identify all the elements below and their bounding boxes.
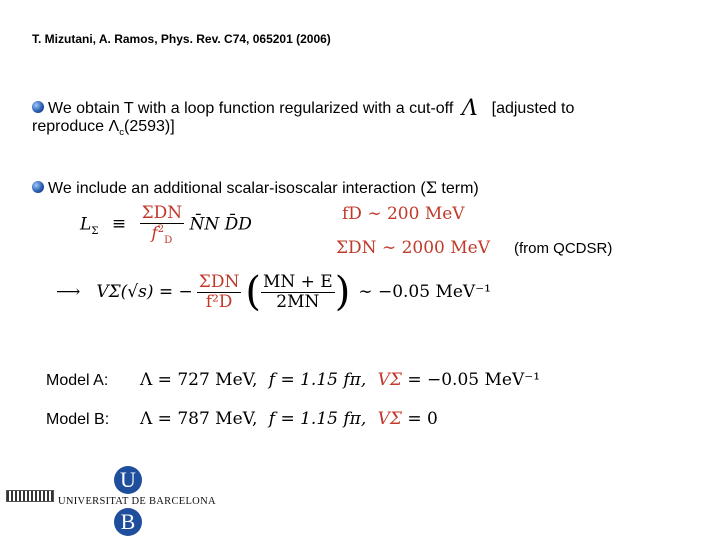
potential-denominator: f²D [205,291,233,312]
field-product: N̄N D̄D [189,214,252,235]
lambda-c-subscript: c [119,127,124,139]
sigma-dn-numerator: ΣDN [141,203,183,223]
citation: T. Mizutani, A. Ramos, Phys. Rev. C74, 065201 (2006) [32,32,331,46]
model-b-v: VΣ [377,409,402,429]
model-b-vval: = 0 [407,409,438,429]
logo-letter-u: U [114,466,142,494]
model-b-label: Model B: [46,411,110,428]
lambda-c-symbol: Λ [108,118,120,135]
bullet-2-tail: term) [436,180,479,197]
logo-letter-b: B [114,508,142,536]
sigma-symbol: Σ [425,178,437,197]
mass-fraction [261,273,335,311]
reproduce-text: reproduce [32,118,105,135]
logo-university-name: UNIVERSITAT DE BARCELONA [58,496,216,507]
bullet-2-text: We include an additional scalar-isoscalar interaction ( [48,180,426,197]
lagrangian-fraction [140,204,185,246]
lambda-symbol: Λ [461,96,478,121]
source-note: (from QCDSR) [514,240,613,257]
potential-fraction [197,273,242,311]
lambda-c-mass: (2593)] [123,118,175,135]
model-a-vval: = −0.05 MeV⁻¹ [407,370,541,390]
bullet-1-line-2 [32,118,175,138]
bullet-icon [32,101,44,113]
model-a-v: VΣ [377,370,402,390]
sigma-dn-value: ΣDN ∼ 2000 MeV [336,238,490,258]
lagrangian-symbol: L [80,214,92,235]
potential-result: ∼ −0.05 MeV⁻¹ [358,282,491,302]
model-b-f: f = 1.15 fπ, [268,409,367,429]
model-b-params [140,409,438,429]
mass-numerator: MN + E [262,271,333,292]
equiv-sign: ≡ [111,214,127,235]
fd-value: fD ∼ 200 MeV [342,204,465,224]
mass-denominator: 2MN [276,291,320,312]
open-paren: ( [245,269,261,315]
bullet-1-tail: [adjusted to [491,100,575,117]
model-b-cutoff: Λ = 787 MeV, [140,409,258,429]
close-paren: ) [334,269,351,315]
model-a-f: f = 1.15 fπ, [268,370,367,390]
fd-denominator: $f^2_D$ [151,223,173,246]
bullet-2 [32,178,479,198]
lagrangian-equation [80,204,252,246]
university-logo [6,466,216,536]
bullet-1 [32,94,574,119]
potential-numerator: ΣDN [198,271,240,292]
potential-lhs: VΣ(√s) = − [96,282,193,302]
bullet-1-text: We obtain T with a loop function regularized with a cut-off [48,100,454,117]
lagrangian-subscript: Σ [91,225,99,237]
potential-equation [56,262,491,322]
model-a-params [140,370,540,390]
model-a-label: Model A: [46,372,109,389]
logo-ornament-icon [6,490,54,502]
model-a-cutoff: Λ = 727 MeV, [140,370,258,390]
arrow-icon: ⟶ [56,282,81,302]
bullet-icon [32,181,44,193]
